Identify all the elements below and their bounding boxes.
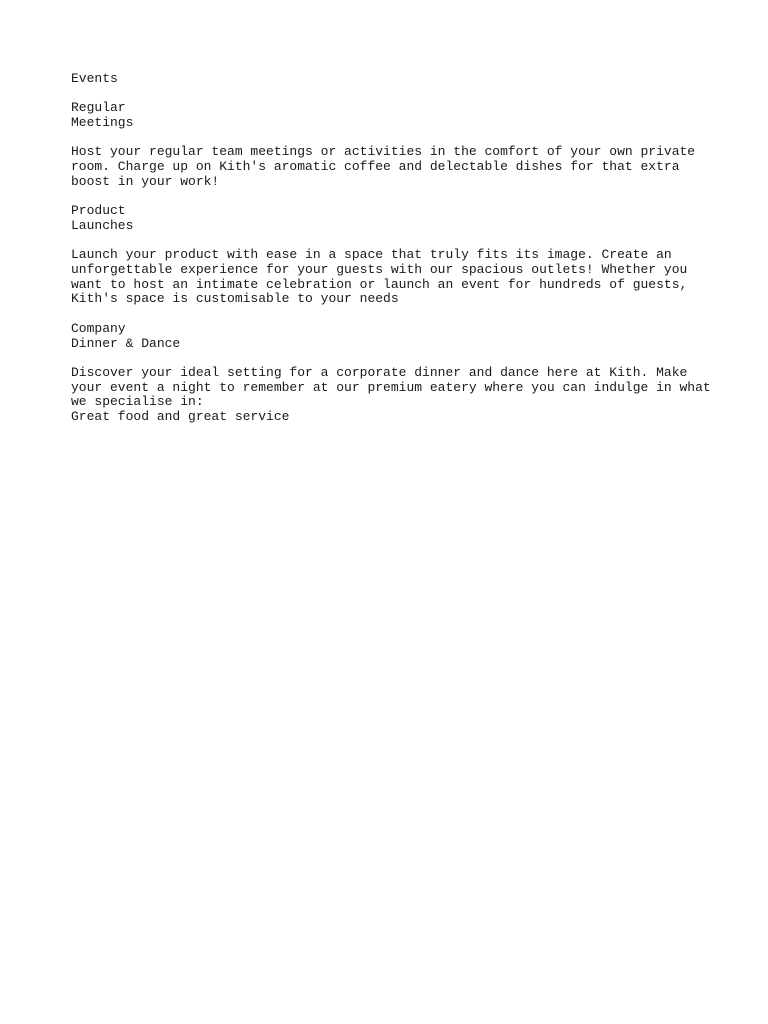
section-body-line: want to host an intimate celebration or launch an event for hundreds of guests, bbox=[71, 276, 688, 292]
spacer bbox=[71, 190, 711, 205]
spacer bbox=[71, 307, 711, 322]
spacer bbox=[71, 131, 711, 146]
section-body-line: Launch your product with ease in a space that truly fits its image. Create an bbox=[71, 247, 672, 263]
section-body-line: your event a night to remember at our premium eatery where you can indulge in what bbox=[71, 379, 711, 395]
spacer bbox=[71, 234, 711, 249]
page-heading: Events bbox=[71, 71, 118, 86]
section-title-line: Company bbox=[71, 320, 126, 336]
section-body-line: boost in your work! bbox=[71, 173, 220, 189]
section-title-line: Product bbox=[71, 203, 126, 219]
section-title-line: Launches bbox=[71, 217, 134, 233]
section-body-line: we specialise in: bbox=[71, 394, 204, 410]
section-body-line: Discover your ideal setting for a corporate dinner and dance here at Kith. Make bbox=[71, 364, 688, 380]
section-title-line: Meetings bbox=[71, 115, 134, 131]
section-title-line: Regular bbox=[71, 100, 126, 116]
section-body-line: Great food and great service bbox=[71, 409, 290, 425]
spacer bbox=[71, 351, 711, 366]
spacer bbox=[71, 87, 711, 102]
section-title-line: Dinner & Dance bbox=[71, 335, 181, 351]
document-page bbox=[71, 72, 711, 425]
section-body-line: unforgettable experience for your guests with our spacious outlets! Whether you bbox=[71, 262, 688, 278]
section-body-line: Kith's space is customisable to your needs bbox=[71, 291, 399, 307]
section-body-line: room. Charge up on Kith's aromatic coffee and delectable dishes for that extra bbox=[71, 159, 680, 175]
section-body-line: Host your regular team meetings or activities in the comfort of your own private bbox=[71, 144, 696, 160]
